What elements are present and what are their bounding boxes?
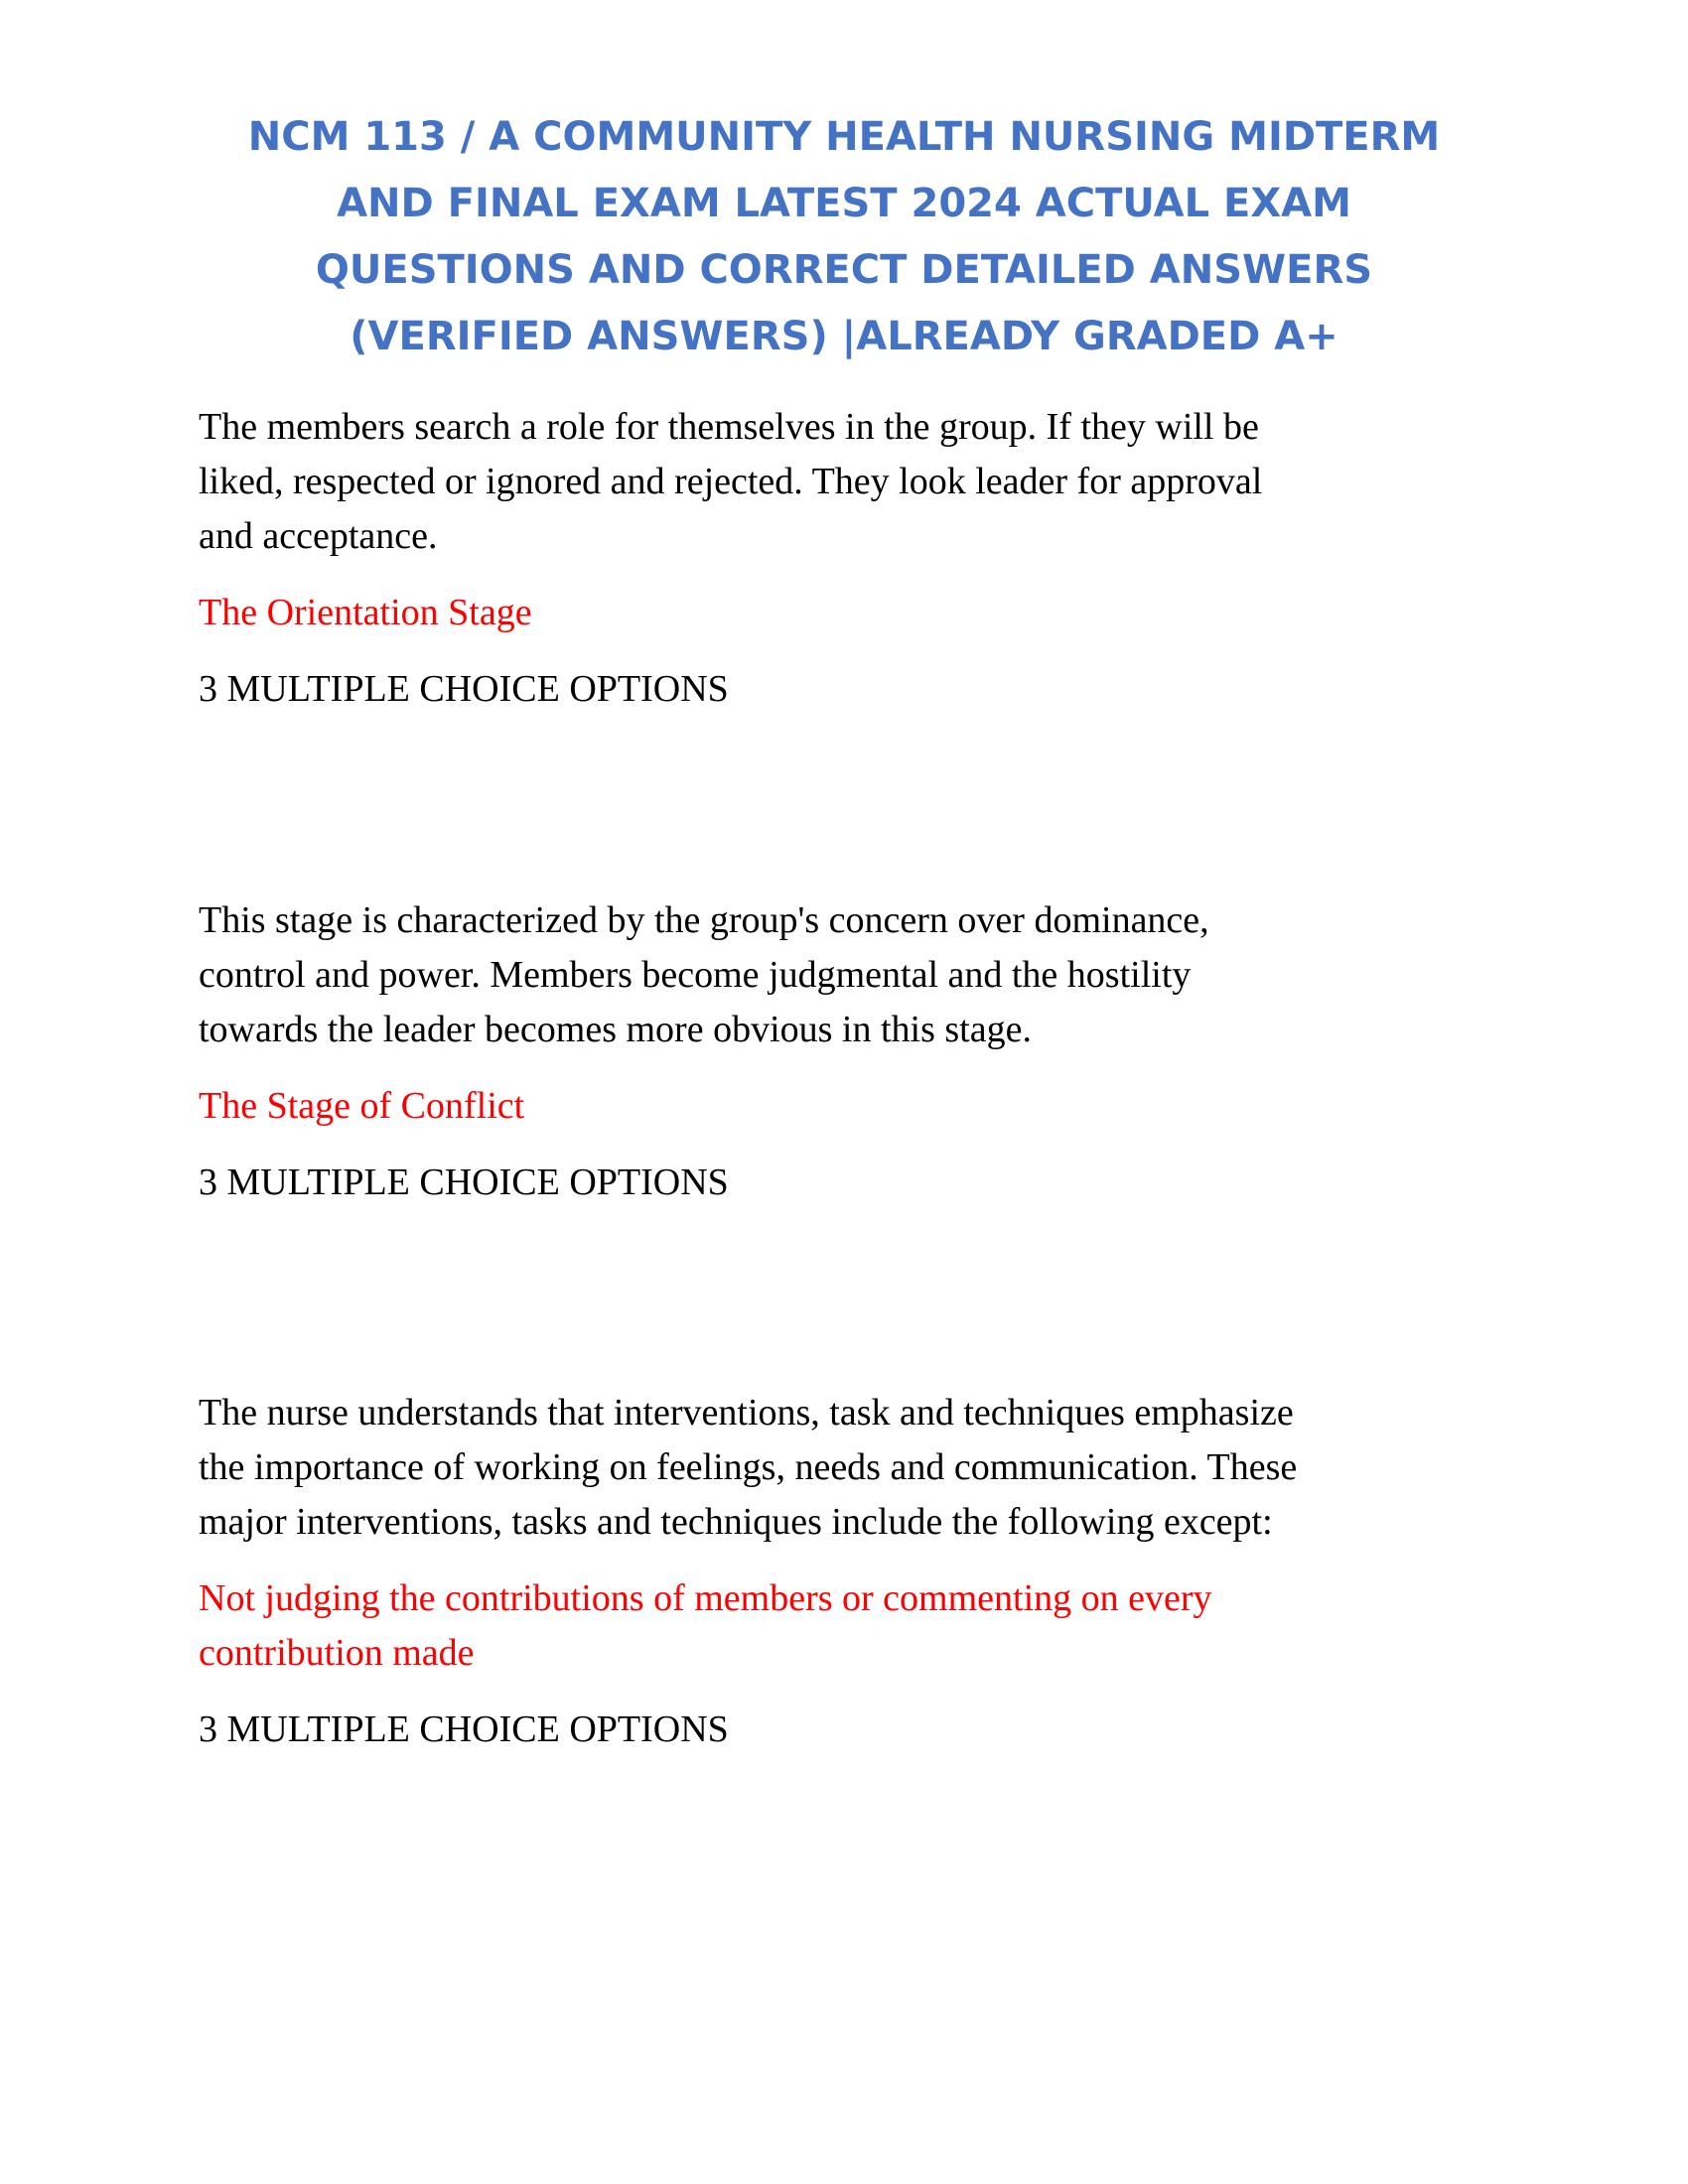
title-line: AND FINAL EXAM LATEST 2024 ACTUAL EXAM — [337, 181, 1351, 226]
question-line: towards the leader becomes more obvious in this stage. — [199, 1009, 1032, 1050]
question-line: This stage is characterized by the group's concern over dominance, — [199, 899, 1209, 941]
question-line: liked, respected or ignored and rejected. They look leader for approval — [199, 461, 1263, 502]
question-text — [199, 1386, 1509, 1550]
title-line: QUESTIONS AND CORRECT DETAILED ANSWERS — [315, 247, 1373, 293]
question-block-2 — [199, 893, 1509, 1210]
options-label: 3 MULTIPLE CHOICE OPTIONS — [199, 1708, 729, 1750]
answer-line: The Stage of Conflict — [199, 1085, 525, 1127]
document-title — [179, 104, 1509, 370]
question-line: the importance of working on feelings, needs and communication. These — [199, 1446, 1298, 1488]
answer-text — [199, 1571, 1509, 1681]
question-block-3 — [199, 1386, 1509, 1757]
answer-text — [199, 586, 1509, 640]
answer-line: contribution made — [199, 1632, 475, 1674]
title-line: (VERIFIED ANSWERS) |ALREADY GRADED A+ — [350, 314, 1338, 359]
question-line: major interventions, tasks and techniques include the following except: — [199, 1501, 1273, 1543]
question-text — [199, 400, 1509, 564]
question-line: control and power. Members become judgmental and the hostility — [199, 954, 1192, 996]
question-text — [199, 893, 1509, 1057]
question-line: and acceptance. — [199, 515, 438, 557]
question-line: The members search a role for themselves in the group. If they will be — [199, 406, 1259, 448]
answer-line: The Orientation Stage — [199, 592, 532, 633]
question-block-1 — [199, 400, 1509, 717]
title-line: NCM 113 / A COMMUNITY HEALTH NURSING MIDTERM — [247, 114, 1441, 160]
options-label: 3 MULTIPLE CHOICE OPTIONS — [199, 668, 729, 710]
answer-line: Not judging the contributions of members or commenting on every — [199, 1577, 1212, 1619]
options-label: 3 MULTIPLE CHOICE OPTIONS — [199, 1161, 729, 1203]
question-line: The nurse understands that interventions, task and techniques emphasize — [199, 1392, 1294, 1433]
answer-text — [199, 1079, 1509, 1134]
